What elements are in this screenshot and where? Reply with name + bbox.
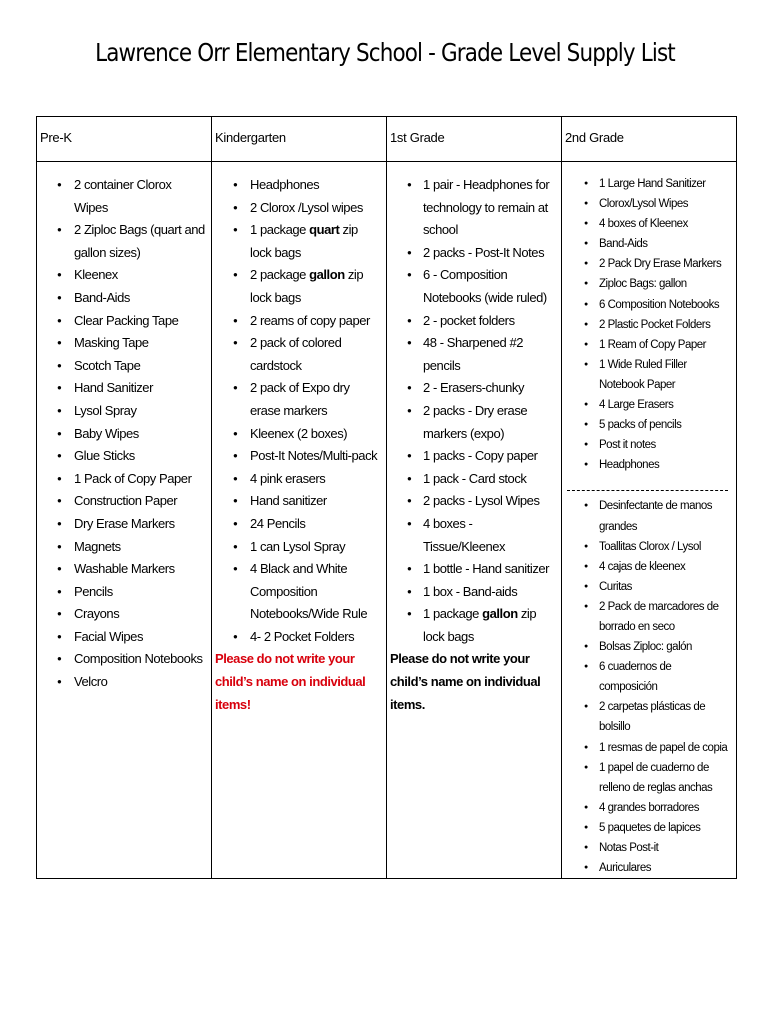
list-item: ● 5 packs of pencils bbox=[562, 415, 736, 435]
list-item: ● Band-Aids bbox=[37, 287, 211, 310]
list-item: ● 48 - Sharpened #2 pencils bbox=[387, 332, 561, 377]
items-row bbox=[37, 162, 737, 879]
list-item: ● 4 boxes - Tissue/Kleenex bbox=[387, 513, 561, 558]
list-item: ● 1 papel de cuaderno de relleno de reglas anchas bbox=[562, 758, 736, 798]
list-item: ● 2 package gallon zip lock bags bbox=[212, 264, 386, 309]
list-item: ● 6 cuadernos de composición bbox=[562, 657, 736, 697]
list-item: ● 4 Large Erasers bbox=[562, 395, 736, 415]
kindergarten-column bbox=[212, 162, 387, 879]
list-item: ● Ziploc Bags: gallon bbox=[562, 274, 736, 294]
list-item: ● 24 Pencils bbox=[212, 513, 386, 536]
supply-list-table bbox=[36, 116, 737, 879]
list-item: ● Post it notes bbox=[562, 435, 736, 455]
list-item: ● Post-It Notes/Multi-pack bbox=[212, 445, 386, 468]
list-item: ● 2 - pocket folders bbox=[387, 310, 561, 333]
list-item: ● 1 packs - Copy paper bbox=[387, 445, 561, 468]
kindergarten-note: Please do not write your child’s name on individual items! bbox=[215, 651, 366, 712]
list-item: ● 2 packs - Dry erase markers (expo) bbox=[387, 400, 561, 445]
list-item: ● 1 package quart zip lock bags bbox=[212, 219, 386, 264]
list-item: ● Clear Packing Tape bbox=[37, 310, 211, 333]
list-item: ● 1 pack - Card stock bbox=[387, 468, 561, 491]
list-item: ● Velcro bbox=[37, 671, 211, 694]
list-item: ● 2 Pack de marcadores de borrado en seco bbox=[562, 597, 736, 637]
list-item: ● Magnets bbox=[37, 536, 211, 559]
list-item: ● 1 can Lysol Spray bbox=[212, 536, 386, 559]
header-row bbox=[37, 117, 737, 162]
list-item: ● Washable Markers bbox=[37, 558, 211, 581]
grade1-note: Please do not write your child’s name on individual items. bbox=[390, 651, 541, 712]
list-item: ● 6 - Composition Notebooks (wide ruled) bbox=[387, 264, 561, 309]
list-item: ● Baby Wipes bbox=[37, 423, 211, 446]
kindergarten-list bbox=[212, 162, 386, 648]
list-item: ● Headphones bbox=[562, 455, 736, 475]
list-item: ● 4 cajas de kleenex bbox=[562, 557, 736, 577]
list-item: ● Kleenex (2 boxes) bbox=[212, 423, 386, 446]
list-item: ● Bolsas Ziploc: galón bbox=[562, 637, 736, 657]
list-item: ● 2 Plastic Pocket Folders bbox=[562, 315, 736, 335]
list-item: ● 1 Pack of Copy Paper bbox=[37, 468, 211, 491]
list-item: ● 4 boxes of Kleenex bbox=[562, 214, 736, 234]
list-item: ● 5 paquetes de lapices bbox=[562, 818, 736, 838]
list-item: ● 4 grandes borradores bbox=[562, 798, 736, 818]
grade2-column bbox=[562, 162, 737, 879]
list-item: ● Notas Post-it bbox=[562, 838, 736, 858]
list-item: ● Hand Sanitizer bbox=[37, 377, 211, 400]
emphasis-text: gallon bbox=[482, 606, 518, 622]
list-item: ● 2 reams of copy paper bbox=[212, 310, 386, 333]
header-2nd-grade: 2nd Grade bbox=[562, 117, 737, 162]
list-item: ● Desinfectante de manos grandes bbox=[562, 496, 736, 536]
list-item: ● 1 pair - Headphones for technology to remain at school bbox=[387, 174, 561, 242]
list-item: ● Hand sanitizer bbox=[212, 490, 386, 513]
list-item: ● 1 box - Band-aids bbox=[387, 581, 561, 604]
list-item: ● 2 carpetas plásticas de bolsillo bbox=[562, 697, 736, 737]
prek-list bbox=[37, 162, 211, 694]
list-item: ● Composition Notebooks bbox=[37, 648, 211, 671]
list-item: ● Pencils bbox=[37, 581, 211, 604]
list-item: ● 1 Ream of Copy Paper bbox=[562, 335, 736, 355]
list-item: ● 2 packs - Post-It Notes bbox=[387, 242, 561, 265]
list-item: ● 6 Composition Notebooks bbox=[562, 295, 736, 315]
list-item: ● Lysol Spray bbox=[37, 400, 211, 423]
list-item: ● 1 Wide Ruled Filler Notebook Paper bbox=[562, 355, 736, 395]
grade1-column bbox=[387, 162, 562, 879]
emphasis-text: gallon bbox=[309, 267, 345, 283]
list-item: ● 2 pack of Expo dry erase markers bbox=[212, 377, 386, 422]
header-kindergarten: Kindergarten bbox=[212, 117, 387, 162]
list-item: ● Band-Aids bbox=[562, 234, 736, 254]
list-item: ● Toallitas Clorox / Lysol bbox=[562, 537, 736, 557]
list-item: ● Facial Wipes bbox=[37, 626, 211, 649]
header-1st-grade: 1st Grade bbox=[387, 117, 562, 162]
list-item: ● 2 - Erasers-chunky bbox=[387, 377, 561, 400]
header-prek: Pre-K bbox=[37, 117, 212, 162]
list-item: ● Headphones bbox=[212, 174, 386, 197]
list-item: ● 2 pack of colored cardstock bbox=[212, 332, 386, 377]
list-item: ● Crayons bbox=[37, 603, 211, 626]
grade2-list-spanish bbox=[562, 496, 736, 878]
list-item: ● Glue Sticks bbox=[37, 445, 211, 468]
grade1-list bbox=[387, 162, 561, 648]
list-item: ● Clorox/Lysol Wipes bbox=[562, 194, 736, 214]
list-item: ● Scotch Tape bbox=[37, 355, 211, 378]
list-item: ● 1 resmas de papel de copia bbox=[562, 738, 736, 758]
list-item: ● 1 package gallon zip lock bags bbox=[387, 603, 561, 648]
emphasis-text: quart bbox=[309, 222, 340, 238]
list-item: ● Construction Paper bbox=[37, 490, 211, 513]
prek-column bbox=[37, 162, 212, 879]
list-item: ● Curitas bbox=[562, 577, 736, 597]
list-item: ● 2 packs - Lysol Wipes bbox=[387, 490, 561, 513]
page-title: Lawrence Orr Elementary School - Grade Level Supply List bbox=[95, 38, 675, 67]
list-item: ● Dry Erase Markers bbox=[37, 513, 211, 536]
list-item: ● 2 Clorox /Lysol wipes bbox=[212, 197, 386, 220]
list-item: ● 1 bottle - Hand sanitizer bbox=[387, 558, 561, 581]
list-item: ● 4- 2 Pocket Folders bbox=[212, 626, 386, 649]
list-item: ● 1 Large Hand Sanitizer bbox=[562, 174, 736, 194]
list-item: ● Masking Tape bbox=[37, 332, 211, 355]
list-item: ● 2 container Clorox Wipes bbox=[37, 174, 211, 219]
list-item: ● 4 Black and White Composition Notebooks/Wide Rule bbox=[212, 558, 386, 626]
grade2-list-english bbox=[562, 162, 736, 475]
list-item: ● Kleenex bbox=[37, 264, 211, 287]
list-item: ● 4 pink erasers bbox=[212, 468, 386, 491]
list-item: ● Auriculares bbox=[562, 858, 736, 878]
list-item: ● 2 Pack Dry Erase Markers bbox=[562, 254, 736, 274]
list-item: ● 2 Ziploc Bags (quart and gallon sizes) bbox=[37, 219, 211, 264]
language-divider bbox=[567, 490, 728, 491]
